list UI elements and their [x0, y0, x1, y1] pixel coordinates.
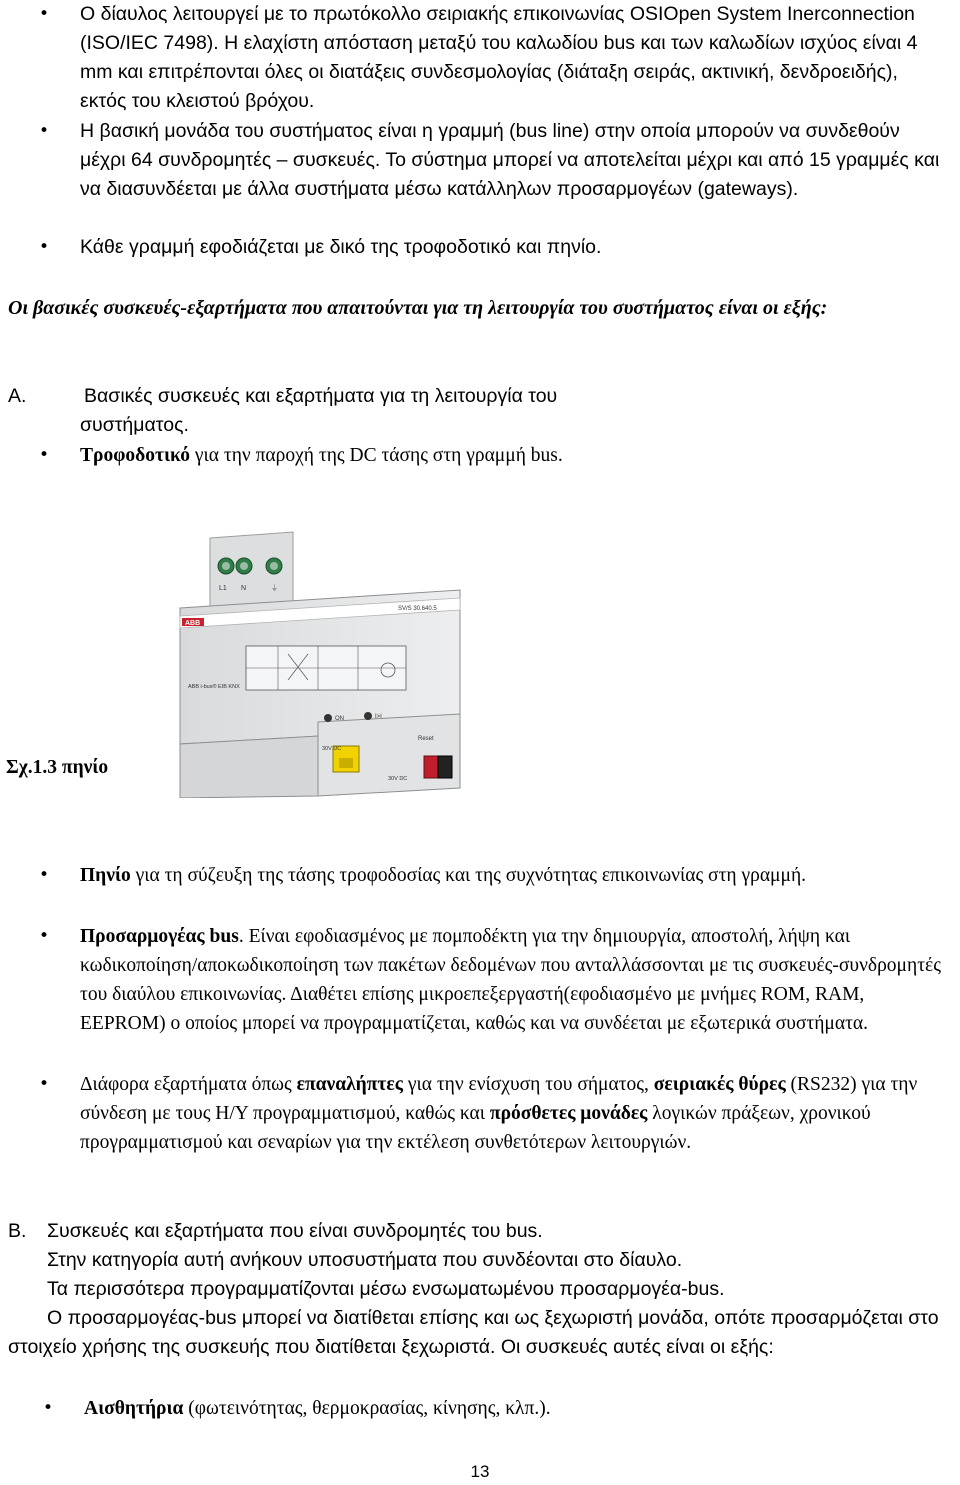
output-1-label: 30V DC [322, 746, 342, 752]
bullet-inductor [80, 861, 948, 890]
sensors-term: Αισθητήρια [84, 1398, 184, 1419]
led-label-on: ON [335, 716, 344, 722]
additional-modules-term: πρόσθετες μονάδες [489, 1103, 648, 1124]
section-b-title: Συσκευές και εξαρτήματα που είναι συνδρομητές του bus. [47, 1220, 543, 1242]
power-supply-term: Τροφοδοτικό [80, 445, 191, 466]
various-text-1: Διάφορα εξαρτήματα όπως [80, 1074, 297, 1095]
black-bus-connector-icon [438, 756, 452, 778]
led-label-overload: I>I [375, 714, 382, 720]
section-b-line-2: Στην κατηγορία αυτή ανήκουν υποσυστήματα που συνδέονται στο δίαυλο. [47, 1249, 683, 1271]
device-model: SV/S 30.640.5 [398, 606, 437, 612]
repeaters-term: επαναλήπτες [296, 1074, 403, 1095]
reset-label: Reset [418, 736, 434, 742]
section-b-letter: Β. [8, 1220, 27, 1242]
section-b-line-3: Τα περισσότερα προγραμματίζονται μέσω ενσωματωμένου προσαρμογέα-bus. [47, 1278, 725, 1300]
adapter-desc: . Είναι εφοδιασμένος με πομποδέκτη για την δημιουργία, αποστολή, λήψη και κωδικοποίηση/αποκωδικοποίηση των πακέτων δεδομένων που ανταλλάσσονται με τις συσκευές-συνδρομητές του διαύλου επικοινωνίας. Διαθέτει επίσης μικροεπεξεργαστή(εφοδιασμένο με μνήμες ROM, RAM, EEPROM) ο οποίος μπορεί να προγραμματίζεται, καθώς και να συνδέεται με εξωτερικά συστήματα. [80, 926, 941, 1034]
section-a-title: Βασικές συσκευές και εξαρτήματα για τη λειτουργία του [84, 385, 558, 407]
inductor-term: Πηνίο [80, 865, 131, 886]
inductor-desc: για τη σύζευξη της τάσης τροφοδοσίας και της συχνότητας επικοινωνίας στη γραμμή. [130, 865, 807, 886]
terminal-n-icon [240, 562, 248, 570]
output-2-label: 30V DC [388, 776, 408, 782]
device-brand: ABB [185, 620, 201, 627]
terminal-label-n: N [241, 585, 247, 592]
terminal-label-ground: ⏚ [271, 584, 278, 592]
bullet-power-supply [80, 441, 948, 470]
various-text-3: (RS232) για την σύνδεση με τους Η/Υ προγραμματισμού, καθώς και [80, 1074, 918, 1124]
bullet-bus-adapter [80, 922, 948, 1038]
bullet-bus-line: • Η βασική μονάδα του συστήματος είναι η γραμμή (bus line) στην οποία μπορούν να συνδεθούν μέχρι 64 συνδρομητές – συσκευές. Το σύστημα μπορεί να αποτελείται μέχρι και από 15 γραμμές και να διασυνδέεται με άλλα συστήματα μέσω κατάλληλων προσαρμογέων (gateways). [80, 117, 948, 204]
bullet-various-components [80, 1070, 948, 1157]
section-b-paragraph: Ο προσαρμογέας-bus μπορεί να διατίθεται επίσης και ως ξεχωριστή μονάδα, οπότε προσαρμόζεται στο στοιχείο χρήσης της συσκευής που διατίθεται ξεχωριστά. Οι συσκευές αυτές είναι οι εξής: [8, 1307, 939, 1358]
section-a-title-cont: συστήματος. [80, 414, 189, 436]
bullet-osi-protocol: • Ο δίαυλος λειτουργεί με το πρωτόκολλο σειριακής επικοινωνίας OSIOpen System Inerconnection (ISO/IEC 7498). Η ελαχίστη απόσταση μεταξύ του καλωδίου bus και των καλωδίων ισχύος είναι 4 mm και επιτρέπονται όλες οι διατάξεις συνδεσμολογίας (διάταξη σειράς, ακτινική, δενδροειδής), εκτός του κλειστού βρόχου. [80, 0, 948, 116]
terminal-ground-icon [270, 562, 278, 570]
led-on-icon [324, 714, 332, 722]
power-supply-desc: για την παροχή της DC τάσης στη γραμμή bus. [190, 445, 563, 466]
figure-caption: Σχ.1.3 πηνίο [6, 757, 109, 778]
bullet-power-per-line: • Κάθε γραμμή εφοδιάζεται με δικό της τροφοδοτικό και πηνίο. [80, 233, 948, 262]
section-a-letter: Α. [8, 385, 27, 407]
various-text-2: για την ενίσχυση του σήματος, [402, 1074, 654, 1095]
sensors-desc: (φωτεινότητας, θερμοκρασίας, κίνησης, κλπ.). [183, 1398, 551, 1419]
section-heading: Οι βασικές συσκευές-εξαρτήματα που απαιτούνται για τη λειτουργία του συστήματος είναι οι εξής: [8, 297, 828, 319]
page-number: 13 [470, 1462, 490, 1481]
serial-ports-term: σειριακές θύρες [653, 1074, 786, 1095]
led-overload-icon [364, 712, 372, 720]
bullet-sensors [84, 1394, 952, 1423]
red-bus-connector-icon [424, 756, 438, 778]
adapter-term: Προσαρμογέας bus [80, 926, 239, 947]
device-logo-text: ABB i-bus® EIB KNX [188, 684, 240, 690]
terminal-label-l1: L1 [219, 585, 227, 592]
various-text-4: λογικών πράξεων, χρονικού προγραμματισμού και σεναρίων για την εκτέλεση συνθετότερων λειτουργιών. [80, 1103, 871, 1153]
terminal-l1-icon [222, 562, 230, 570]
power-supply-device-image [168, 530, 468, 798]
